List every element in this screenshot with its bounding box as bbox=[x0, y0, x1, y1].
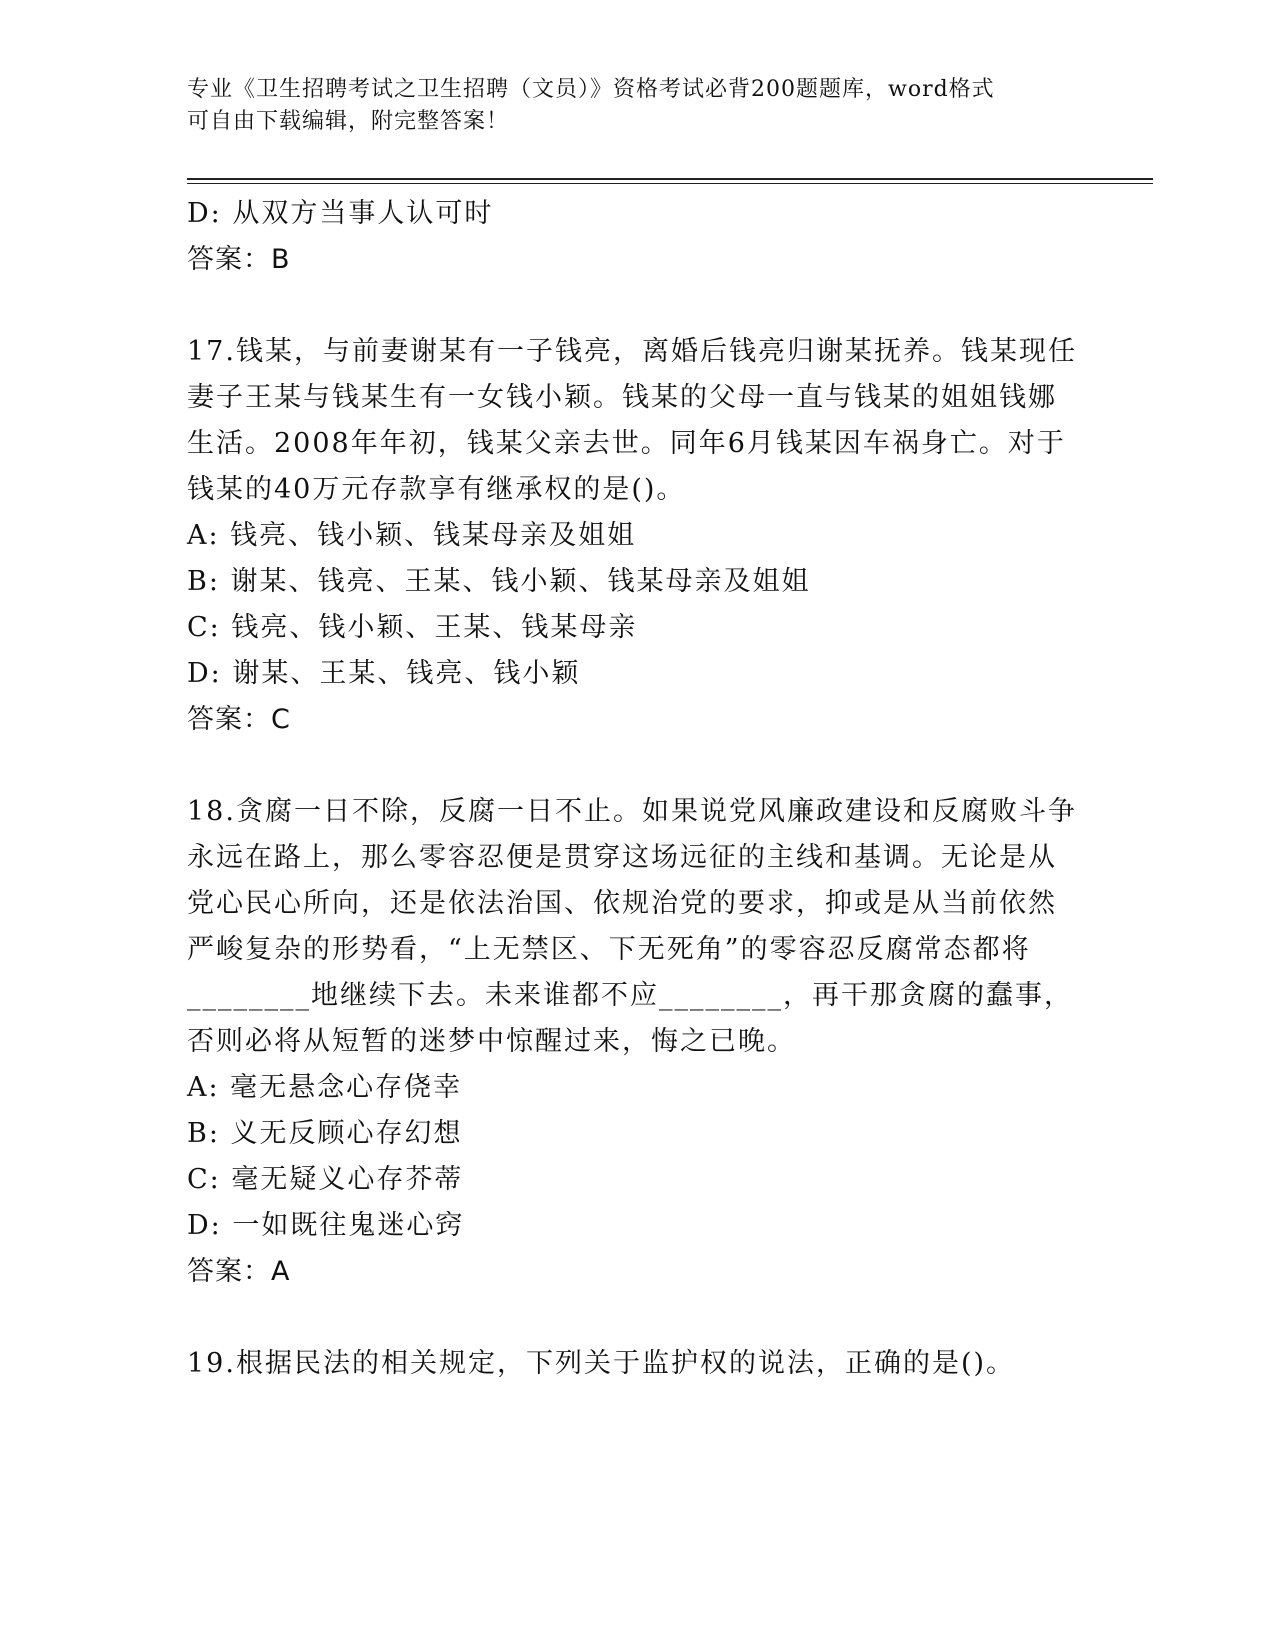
option-c: C: 钱亮、钱小颖、王某、钱某母亲 bbox=[187, 612, 638, 643]
question-17 bbox=[187, 329, 1087, 743]
question-text-line: 党心民心所向，还是依法治国、依规治党的要求，抑或是从当前依然 bbox=[187, 888, 1057, 919]
header-line-1: 专业《卫生招聘考试之卫生招聘（文员）》资格考试必背200题题库，word格式 bbox=[187, 77, 995, 102]
question-text-line: 18.贪腐一日不除，反腐一日不止。如果说党风廉政建设和反腐败斗争 bbox=[187, 796, 1077, 827]
answer-line: 答案：A bbox=[187, 1256, 291, 1287]
option-d: D: 一如既往鬼迷心窍 bbox=[187, 1210, 465, 1241]
option-b: B: 谢某、钱亮、王某、钱小颖、钱某母亲及姐姐 bbox=[187, 566, 811, 597]
question-text-line: 永远在路上，那么零容忍便是贯穿这场远征的主线和基调。无论是从 bbox=[187, 842, 1057, 873]
header-rule-thick bbox=[187, 178, 1153, 180]
question-content bbox=[187, 191, 1087, 1387]
question-text-line: 否则必将从短暂的迷梦中惊醒过来，悔之已晚。 bbox=[187, 1026, 796, 1057]
option-d: D: 从双方当事人认可时 bbox=[187, 198, 494, 229]
option-a: A: 毫无悬念心存侥幸 bbox=[187, 1072, 463, 1103]
header-rule-thin bbox=[187, 183, 1153, 184]
question-text-line: 钱某的40万元存款享有继承权的是()。 bbox=[187, 474, 686, 505]
question-text-line: 生活。2008年年初，钱某父亲去世。同年6月钱某因车祸身亡。对于 bbox=[187, 428, 1066, 459]
question-18 bbox=[187, 789, 1087, 1295]
answer-line: 答案：B bbox=[187, 244, 291, 275]
question-text-line: 妻子王某与钱某生有一女钱小颖。钱某的父母一直与钱某的姐姐钱娜 bbox=[187, 382, 1057, 413]
option-c: C: 毫无疑义心存芥蒂 bbox=[187, 1164, 464, 1195]
previous-question-tail bbox=[187, 191, 1087, 283]
question-text-line: 19.根据民法的相关规定，下列关于监护权的说法，正确的是()。 bbox=[187, 1348, 1016, 1379]
question-text-line: 17.钱某，与前妻谢某有一子钱亮，离婚后钱亮归谢某抚养。钱某现任 bbox=[187, 336, 1077, 367]
option-a: A: 钱亮、钱小颖、钱某母亲及姐姐 bbox=[187, 520, 637, 551]
header-line-2: 可自由下载编辑，附完整答案！ bbox=[187, 109, 510, 134]
question-text-line: ________地继续下去。未来谁都不应________，再干那贪腐的蠢事， bbox=[187, 980, 1073, 1011]
spacer bbox=[187, 1295, 1087, 1341]
spacer bbox=[187, 283, 1087, 329]
option-d: D: 谢某、王某、钱亮、钱小颖 bbox=[187, 658, 581, 689]
spacer bbox=[187, 743, 1087, 789]
question-19 bbox=[187, 1341, 1087, 1387]
question-text-line: 严峻复杂的形势看，“上无禁区、下无死角”的零容忍反腐常态都将 bbox=[187, 934, 1031, 965]
option-b: B: 义无反顾心存幻想 bbox=[187, 1118, 463, 1149]
answer-line: 答案：C bbox=[187, 704, 291, 735]
document-header bbox=[187, 74, 1067, 138]
